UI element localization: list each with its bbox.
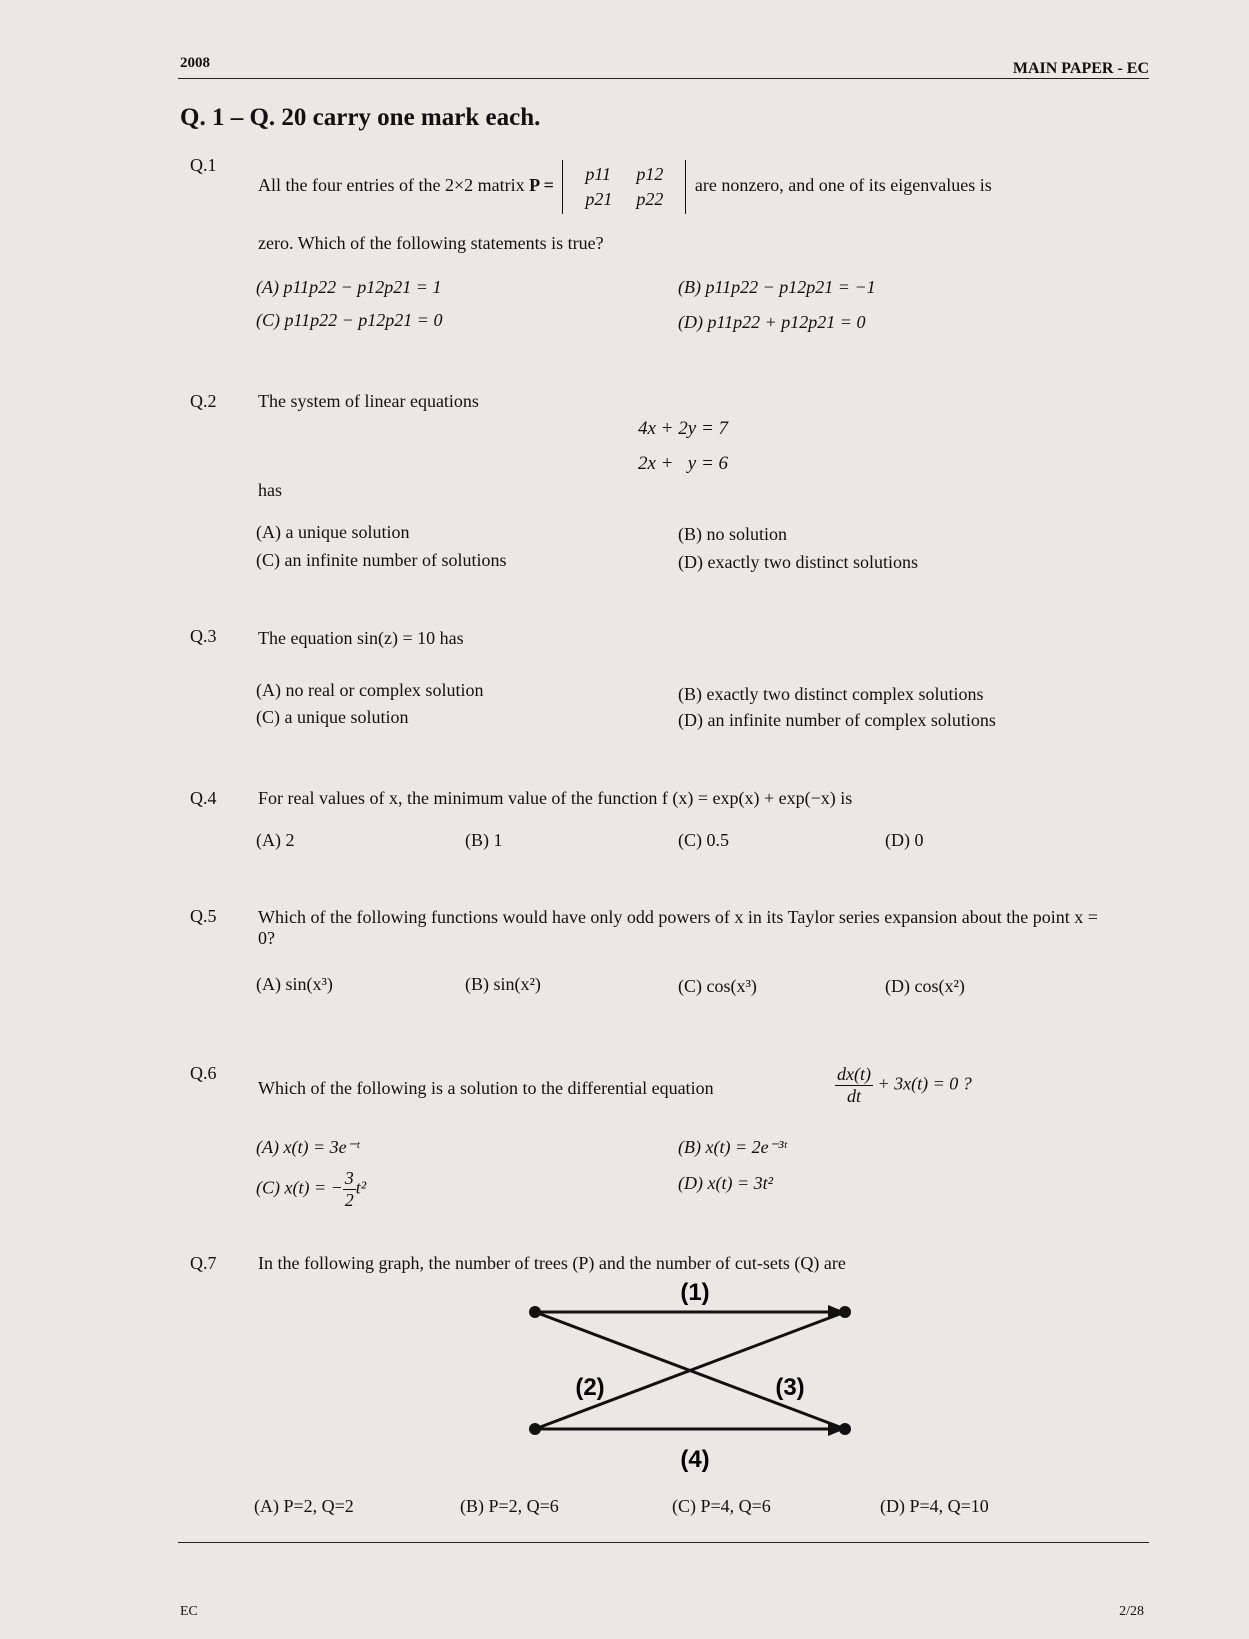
q7-option-d: (D) P=4, Q=10	[880, 1496, 989, 1516]
q4-option-b: (B) 1	[465, 830, 503, 850]
section-title: Q. 1 – Q. 20 carry one mark each.	[180, 104, 541, 131]
q6-option-d: (D) x(t) = 3t²	[678, 1173, 774, 1193]
q2-option-b: (B) no solution	[678, 524, 788, 544]
matrix-entry: p21	[585, 189, 613, 209]
q6-fraction	[835, 1064, 873, 1107]
q1-option-b: (B) p11p22 − p12p21 = −1	[678, 277, 876, 297]
q3-option-a: (A) no real or complex solution	[256, 680, 484, 700]
q7-number: Q.7	[190, 1253, 217, 1273]
q5-number: Q.5	[190, 906, 217, 926]
q4-text: For real values of x, the minimum value of the function f (x) = exp(x) + exp(−x) is	[258, 788, 853, 808]
q6-option-c-fraction	[343, 1168, 356, 1211]
q6-option-c-post: t²	[355, 1177, 367, 1198]
q5-option-c: (C) cos(x³)	[678, 976, 757, 996]
q7-text: In the following graph, the number of trees (P) and the number of cut-sets (Q) are	[258, 1253, 846, 1273]
q2-equation-1: 4x + 2y = 7	[638, 418, 729, 439]
q4-number: Q.4	[190, 788, 217, 808]
q2-text: The system of linear equations	[258, 391, 479, 411]
q6-option-c	[256, 1168, 366, 1211]
q6-option-a: (A) x(t) = 3e⁻ᵗ	[256, 1137, 360, 1157]
header-paper: MAIN PAPER - EC	[1012, 60, 1149, 77]
graph-edge-label-1: (1)	[680, 1279, 710, 1306]
q6-option-c-den: 2	[344, 1190, 354, 1210]
q4-option-a: (A) 2	[256, 830, 295, 850]
q1-matrix	[562, 160, 686, 214]
q4-option-d: (D) 0	[885, 830, 924, 850]
q7-option-a: (A) P=2, Q=2	[254, 1496, 354, 1516]
q6-number: Q.6	[190, 1063, 217, 1083]
q2-option-d: (D) exactly two distinct solutions	[678, 552, 918, 572]
q6-frac-num: dx(t)	[837, 1064, 871, 1084]
header-rule	[178, 78, 1149, 79]
q3-option-b: (B) exactly two distinct complex solutions	[678, 684, 984, 704]
graph-edge-label-3: (3)	[775, 1374, 805, 1401]
q2-option-c: (C) an infinite number of solutions	[256, 550, 507, 570]
q3-text: The equation sin(z) = 10 has	[258, 628, 464, 648]
q3-option-c: (C) a unique solution	[256, 707, 409, 727]
q3-option-d: (D) an infinite number of complex solutions	[678, 710, 996, 730]
q6-option-c-pre: (C) x(t) = −	[256, 1177, 343, 1198]
q1-text-b: are nonzero, and one of its eigenvalues is	[694, 175, 992, 196]
q1-stem	[258, 160, 1118, 214]
q7-graph	[520, 1275, 860, 1475]
q2-equation-2: 2x + y = 6	[638, 453, 729, 474]
q7-option-c: (C) P=4, Q=6	[672, 1496, 771, 1516]
footer-rule	[178, 1542, 1149, 1543]
graph-edge-label-4: (4)	[680, 1446, 710, 1473]
matrix-entry: p22	[636, 189, 664, 209]
graph-node	[529, 1423, 541, 1435]
q1-option-d: (D) p11p22 + p12p21 = 0	[678, 312, 866, 332]
q6-tail: + 3x(t) = 0 ?	[877, 1073, 972, 1094]
header-year: 2008	[180, 55, 210, 71]
q5-option-b: (B) sin(x²)	[465, 974, 541, 994]
graph-node	[839, 1306, 851, 1318]
q6-text: Which of the following is a solution to the differential equation	[258, 1078, 714, 1098]
q5-text: Which of the following functions would have only odd powers of x in its Taylor series expansion about the point x = 0?	[258, 907, 1098, 948]
graph-edge-label-2: (2)	[575, 1374, 605, 1401]
q6-option-b: (B) x(t) = 2e⁻³ᵗ	[678, 1137, 787, 1157]
matrix-entry: p12	[636, 164, 664, 184]
page-number: 2/28	[1119, 1604, 1144, 1619]
q1-option-c: (C) p11p22 − p12p21 = 0	[256, 310, 443, 330]
q7-option-b: (B) P=2, Q=6	[460, 1496, 559, 1516]
footer-code: EC	[180, 1604, 198, 1619]
q1-text-c: zero. Which of the following statements is true?	[258, 233, 604, 253]
q4-option-c: (C) 0.5	[678, 830, 729, 850]
q5-option-a: (A) sin(x³)	[256, 974, 333, 994]
q1-number: Q.1	[190, 155, 217, 175]
matrix-entry: p11	[585, 164, 612, 184]
q1-matrix-label: P =	[529, 175, 554, 196]
q6-option-c-num: 3	[344, 1168, 354, 1188]
q2-has: has	[258, 480, 282, 500]
q3-number: Q.3	[190, 626, 217, 646]
q1-option-a: (A) p11p22 − p12p21 = 1	[256, 277, 442, 297]
graph-node	[529, 1306, 541, 1318]
graph-node	[839, 1423, 851, 1435]
q1-text-a: All the four entries of the 2×2 matrix	[258, 175, 525, 196]
q6-frac-den: dt	[846, 1086, 861, 1106]
q2-number: Q.2	[190, 391, 217, 411]
q5-option-d: (D) cos(x²)	[885, 976, 965, 996]
q2-option-a: (A) a unique solution	[256, 522, 410, 542]
q6-equation	[835, 1064, 972, 1107]
